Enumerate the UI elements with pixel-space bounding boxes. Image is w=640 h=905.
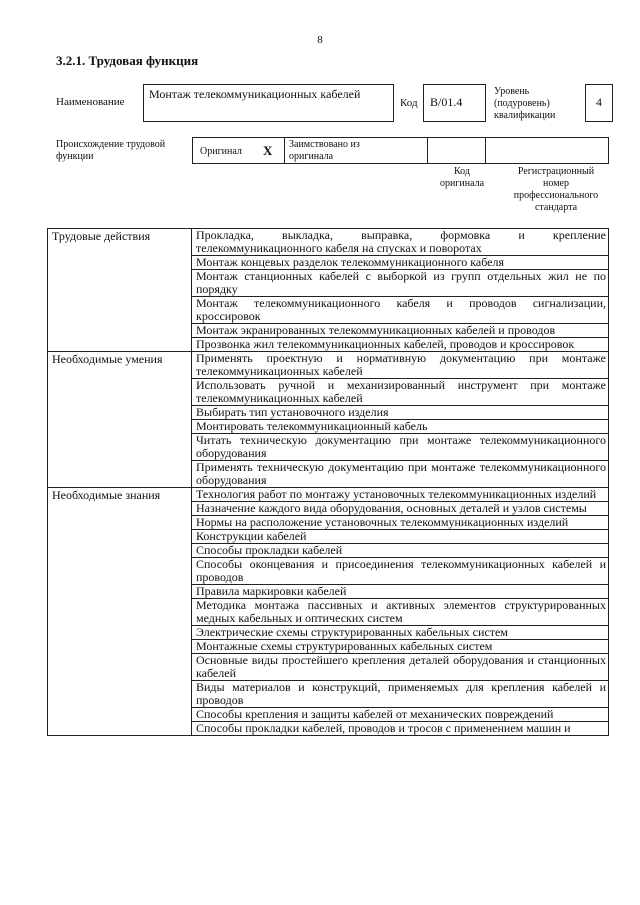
table-cell: Читать техническую документацию при монтаже телекоммуникационного оборудования (192, 434, 609, 461)
table-cell: Конструкции кабелей (192, 530, 609, 544)
code-value-box (423, 84, 486, 122)
table-cell: Использовать ручной и механизированный инструмент при монтаже телекоммуникационных кабелей (192, 379, 609, 406)
original-cell (193, 138, 285, 163)
level-value: 4 (596, 95, 602, 109)
table-cell: Способы прокладки кабелей (192, 544, 609, 558)
table-cell: Методика монтажа пассивных и активных элементов структурированных медных кабельных и оптических систем (192, 599, 609, 626)
code-label: Код (400, 97, 418, 109)
table-cell: Монтажные схемы структурированных кабельных систем (192, 640, 609, 654)
table-cell: Нормы на расположение установочных телекоммуникационных изделий (192, 516, 609, 530)
origin-label-line-1: Происхождение трудовой (56, 139, 166, 150)
original-label: Оригинал (200, 146, 242, 157)
level-label (494, 86, 555, 122)
origin-label-line-2: функции (56, 151, 94, 162)
table-cell: Виды материалов и конструкций, применяемых для крепления кабелей и проводов (192, 681, 609, 708)
code-caption-line-2: оригинала (439, 178, 485, 189)
table-cell: Прокладка, выкладка, выправка, формовка и крепление телекоммуникационного кабеля на спусках и поворотах (192, 229, 609, 256)
registration-caption-line-3: профессионального (513, 190, 599, 201)
name-label: Наименование (56, 96, 125, 108)
name-value-box (143, 84, 394, 122)
code-value: В/01.4 (430, 95, 463, 109)
borrowed-label-line-1: Заимствовано из (289, 139, 360, 150)
table-cell: Прозвонка жил телекоммуникационных кабелей, проводов и кроссировок (192, 338, 609, 352)
table-cell: Назначение каждого вида оборудования, основных деталей и узлов системы (192, 502, 609, 516)
level-label-line-2: (подуровень) (494, 98, 550, 109)
table-cell: Выбирать тип установочного изделия (192, 406, 609, 420)
section-title-labor-actions: Трудовые действия (48, 229, 192, 352)
borrowed-label (289, 139, 360, 163)
borrowed-cell (285, 138, 428, 163)
table-cell: Технология работ по монтажу установочных телекоммуникационных изделий (192, 488, 609, 502)
requirements-table (47, 228, 609, 736)
registration-caption-line-4: стандарта (534, 202, 578, 213)
table-row (48, 352, 609, 379)
table-cell: Монтаж концевых разделок телекоммуникационного кабеля (192, 256, 609, 270)
table-cell: Монтаж телекоммуникационного кабеля и проводов сигнализации, кроссировок (192, 297, 609, 324)
section-heading: 3.2.1. Трудовая функция (56, 53, 199, 68)
registration-number-cell (486, 138, 608, 163)
borrowed-label-line-2: оригинала (289, 151, 334, 162)
table-cell: Монтаж экранированных телекоммуникационных кабелей и проводов (192, 324, 609, 338)
level-value-box (585, 84, 613, 122)
registration-caption-line-1: Регистрационный (517, 166, 595, 177)
table-cell: Основные виды простейшего крепления деталей оборудования и станционных кабелей (192, 654, 609, 681)
original-code-cell (428, 138, 486, 163)
section-title-required-knowledge: Необходимые знания (48, 488, 192, 736)
table-row (48, 229, 609, 256)
code-caption-line-1: Код (454, 166, 470, 177)
table-cell: Монтировать телекоммуникационный кабель (192, 420, 609, 434)
table-cell: Способы крепления и защиты кабелей от механических повреждений (192, 708, 609, 722)
table-cell: Способы прокладки кабелей, проводов и тросов с применением машин и (192, 722, 609, 736)
origin-table (192, 137, 609, 164)
table-cell: Монтаж станционных кабелей с выборкой из групп отдельных жил не по порядку (192, 270, 609, 297)
table-row (48, 488, 609, 502)
level-label-line-1: Уровень (494, 86, 530, 97)
section-title-required-skills: Необходимые умения (48, 352, 192, 488)
table-cell: Электрические схемы структурированных кабельных систем (192, 626, 609, 640)
name-value: Монтаж телекоммуникационных кабелей (149, 87, 361, 101)
table-cell: Применять техническую документацию при монтаже телекоммуникационного оборудования (192, 461, 609, 488)
table-cell: Способы оконцевания и присоединения телекоммуникационных кабелей и проводов (192, 558, 609, 585)
code-caption (422, 166, 502, 190)
level-label-line-3: квалификации (494, 110, 556, 121)
original-mark: X (263, 143, 273, 158)
registration-caption-line-2: номер (543, 178, 569, 189)
table-cell: Правила маркировки кабелей (192, 585, 609, 599)
origin-label (56, 139, 165, 163)
page-number: 8 (317, 34, 323, 46)
table-cell: Применять проектную и нормативную документацию при монтаже телекоммуникационных кабелей (192, 352, 609, 379)
registration-caption (497, 166, 615, 214)
